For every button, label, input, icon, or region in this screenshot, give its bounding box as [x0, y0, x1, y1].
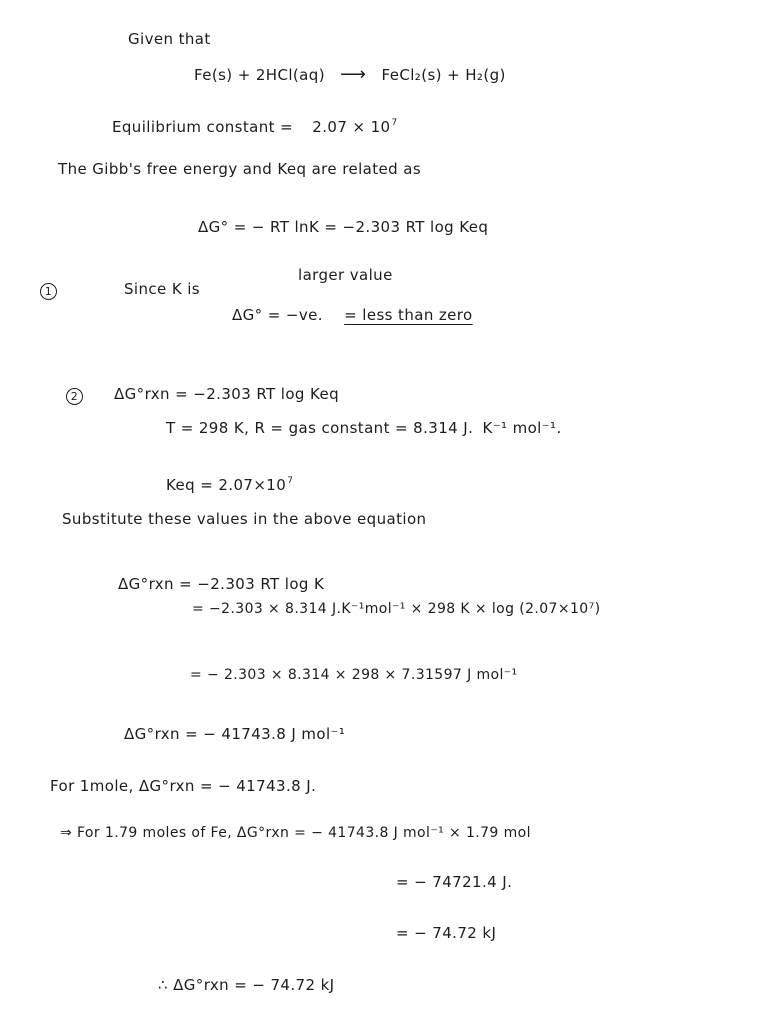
calculation-line-4: ΔG°rxn = − 41743.8 J mol⁻¹: [124, 725, 346, 743]
one-mole-line: For 1mole, ΔG°rxn = − 41743.8 J.: [50, 777, 317, 795]
calculation-line-1: ΔG°rxn = −2.303 RT log K: [118, 575, 325, 593]
result-joules: = − 74721.4 J.: [396, 873, 513, 891]
substitute-text: Substitute these values in the above equation: [62, 510, 427, 528]
step-2-given-values: [166, 419, 562, 437]
step-1-less-than-zero: = less than zero: [344, 306, 473, 324]
equilibrium-constant-line: [112, 118, 398, 136]
equilibrium-constant-label: Equilibrium constant =: [112, 118, 294, 136]
step-2-keq-exponent: 7: [287, 476, 294, 486]
reaction-arrow: ⟶: [340, 64, 367, 85]
step-2-r-units: K⁻¹ mol⁻¹.: [482, 419, 562, 437]
moles-of-fe-line: ⇒ For 1.79 moles of Fe, ΔG°rxn = − 41743.8 J mol⁻¹ × 1.79 mol: [60, 825, 531, 841]
calculation-line-3: = − 2.303 × 8.314 × 298 × 7.31597 J mol⁻¹: [190, 667, 518, 683]
step-2-number: 2: [66, 388, 83, 405]
equilibrium-constant-exponent: 7: [391, 118, 398, 128]
step-1-result: [232, 306, 473, 324]
result-kilojoules: = − 74.72 kJ: [396, 924, 497, 942]
step-1-since-text: Since K is: [124, 280, 201, 298]
given-that-text: Given that: [128, 30, 211, 48]
step-1-marker: [40, 281, 57, 300]
gibbs-relation-equation: ΔG° = − RT lnK = −2.303 RT log Keq: [198, 218, 489, 236]
reaction-equation: [194, 64, 506, 85]
step-2-temperature-and-r: T = 298 K, R = gas constant = 8.314 J.: [166, 419, 474, 437]
equilibrium-constant-value: 2.07 × 10: [312, 118, 391, 136]
reaction-reactants: Fe(s) + 2HCl(aq): [194, 66, 325, 84]
step-2-marker: [66, 386, 83, 405]
step-2-keq-line: [166, 476, 293, 494]
step-2-keq-value: Keq = 2.07×10: [166, 476, 287, 494]
step-2-equation: ΔG°rxn = −2.303 RT log Keq: [114, 385, 340, 403]
calculation-line-2: = −2.303 × 8.314 J.K⁻¹mol⁻¹ × 298 K × log (2.07×10⁷): [192, 601, 601, 617]
step-1-number: 1: [40, 283, 57, 300]
relation-text: The Gibb's free energy and Keq are related as: [58, 160, 422, 178]
step-1-larger-value-text: larger value: [298, 266, 393, 284]
step-1-delta-g-negative: ΔG° = −ve.: [232, 306, 323, 324]
final-answer: ∴ ΔG°rxn = − 74.72 kJ: [158, 976, 335, 994]
reaction-products: FeCl₂(s) + H₂(g): [381, 66, 506, 84]
